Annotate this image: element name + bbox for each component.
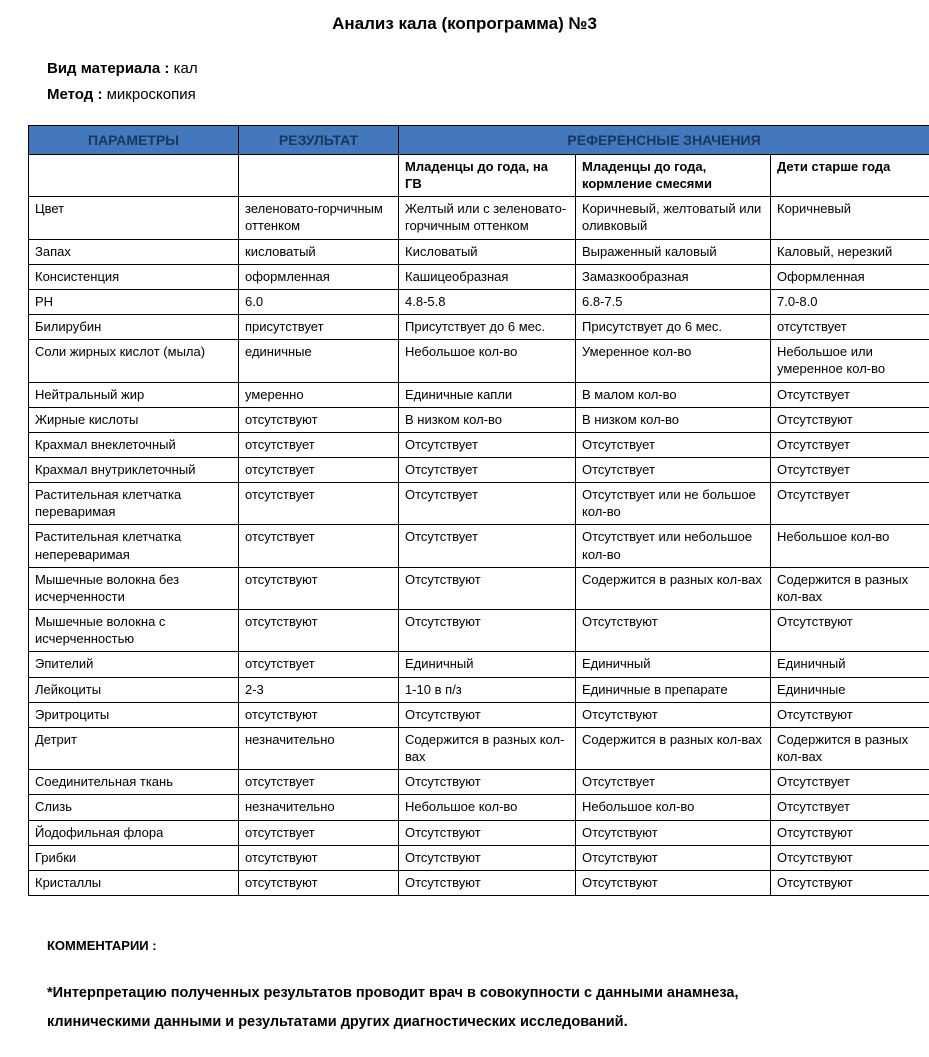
table-row	[29, 340, 929, 382]
result-value: 2-3	[239, 677, 399, 702]
material-label: Вид материала :	[47, 60, 169, 77]
result-value: отсутствуют	[239, 702, 399, 727]
result-value: присутствует	[239, 315, 399, 340]
result-value: отсутствуют	[239, 567, 399, 609]
ref-breastfed-value: Небольшое кол-во	[399, 795, 576, 820]
table-row	[29, 289, 929, 314]
ref-breastfed-value: Отсутствуют	[399, 820, 576, 845]
material-value: кал	[174, 60, 198, 77]
parameter-name: Жирные кислоты	[29, 407, 239, 432]
result-value: 6.0	[239, 289, 399, 314]
ref-formula-value: В низком кол-во	[576, 407, 771, 432]
table-row	[29, 845, 929, 870]
table-row	[29, 382, 929, 407]
result-value: оформленная	[239, 264, 399, 289]
ref-older-value: Единичный	[771, 652, 929, 677]
parameter-name: Билирубин	[29, 315, 239, 340]
ref-breastfed-value: Присутствует до 6 мес.	[399, 315, 576, 340]
parameter-name: Растительная клетчатка непереваримая	[29, 525, 239, 567]
ref-breastfed-value: Отсутствуют	[399, 702, 576, 727]
method-line	[47, 82, 929, 108]
result-value: умеренно	[239, 382, 399, 407]
col-header-parameters: ПАРАМЕТРЫ	[29, 125, 239, 154]
ref-formula-value: Отсутствует	[576, 432, 771, 457]
ref-formula-value: Отсутствует или не большое кол-во	[576, 483, 771, 525]
subheader-older-children: Дети старше года	[771, 154, 929, 196]
table-row	[29, 652, 929, 677]
ref-older-value: Оформленная	[771, 264, 929, 289]
col-header-result: РЕЗУЛЬТАТ	[239, 125, 399, 154]
ref-formula-value: Отсутствует или небольшое кол-во	[576, 525, 771, 567]
table-header-row	[29, 125, 929, 154]
result-value: отсутствует	[239, 432, 399, 457]
table-row	[29, 770, 929, 795]
table-row	[29, 239, 929, 264]
result-value: отсутствует	[239, 820, 399, 845]
comments-label: КОММЕНТАРИИ :	[47, 938, 929, 953]
ref-formula-value: Отсутствуют	[576, 845, 771, 870]
ref-breastfed-value: Отсутствуют	[399, 870, 576, 895]
parameter-name: PH	[29, 289, 239, 314]
ref-formula-value: Умеренное кол-во	[576, 340, 771, 382]
subheader-infants-breastfed: Младенцы до года, на ГВ	[399, 154, 576, 196]
ref-formula-value: Единичный	[576, 652, 771, 677]
ref-older-value: Отсутствует	[771, 795, 929, 820]
parameter-name: Кристаллы	[29, 870, 239, 895]
parameter-name: Нейтральный жир	[29, 382, 239, 407]
result-value: отсутствуют	[239, 870, 399, 895]
table-row	[29, 677, 929, 702]
ref-formula-value: Отсутствуют	[576, 610, 771, 652]
ref-older-value: 7.0-8.0	[771, 289, 929, 314]
ref-breastfed-value: Отсутствуют	[399, 770, 576, 795]
ref-older-value: Отсутствует	[771, 432, 929, 457]
ref-older-value: отсутствует	[771, 315, 929, 340]
parameter-name: Эритроциты	[29, 702, 239, 727]
result-value: кисловатый	[239, 239, 399, 264]
ref-breastfed-value: Отсутствует	[399, 458, 576, 483]
result-value: отсутствует	[239, 525, 399, 567]
parameter-name: Мышечные волокна без исчерченности	[29, 567, 239, 609]
result-value: отсутствует	[239, 458, 399, 483]
results-table	[28, 125, 929, 896]
table-row	[29, 483, 929, 525]
ref-formula-value: Содержится в разных кол-вах	[576, 567, 771, 609]
ref-breastfed-value: Отсутствуют	[399, 567, 576, 609]
ref-older-value: Отсутствует	[771, 483, 929, 525]
col-header-reference: РЕФЕРЕНСНЫЕ ЗНАЧЕНИЯ	[399, 125, 929, 154]
table-row	[29, 407, 929, 432]
ref-older-value: Единичные	[771, 677, 929, 702]
ref-older-value: Отсутствуют	[771, 610, 929, 652]
table-row	[29, 820, 929, 845]
ref-breastfed-value: Содержится в разных кол-вах	[399, 727, 576, 769]
ref-older-value: Отсутствуют	[771, 870, 929, 895]
ref-breastfed-value: В низком кол-во	[399, 407, 576, 432]
table-row	[29, 264, 929, 289]
comments-block	[47, 938, 929, 1057]
ref-older-value: Коричневый	[771, 197, 929, 239]
result-value: отсутствуют	[239, 845, 399, 870]
ref-older-value: Отсутствуют	[771, 702, 929, 727]
table-head	[29, 125, 929, 197]
ref-formula-value: Выраженный каловый	[576, 239, 771, 264]
parameter-name: Крахмал внеклеточный	[29, 432, 239, 457]
parameter-name: Лейкоциты	[29, 677, 239, 702]
parameter-name: Консистенция	[29, 264, 239, 289]
parameter-name: Запах	[29, 239, 239, 264]
table-row	[29, 197, 929, 239]
page-title: Анализ кала (копрограмма) №3	[0, 0, 929, 56]
ref-breastfed-value: Отсутствует	[399, 432, 576, 457]
ref-older-value: Отсутствуют	[771, 845, 929, 870]
result-value: зеленовато-горчичным оттенком	[239, 197, 399, 239]
ref-breastfed-value: Желтый или с зеленовато-горчичным оттенком	[399, 197, 576, 239]
parameter-name: Крахмал внутриклеточный	[29, 458, 239, 483]
result-value: незначительно	[239, 795, 399, 820]
ref-formula-value: 6.8-7.5	[576, 289, 771, 314]
table-row	[29, 315, 929, 340]
ref-breastfed-value: Кисловатый	[399, 239, 576, 264]
parameter-name: Йодофильная флора	[29, 820, 239, 845]
ref-formula-value: В малом кол-во	[576, 382, 771, 407]
table-row	[29, 702, 929, 727]
ref-formula-value: Отсутствует	[576, 458, 771, 483]
subheader-empty-result	[239, 154, 399, 196]
table-subheader-row	[29, 154, 929, 196]
ref-older-value: Отсутствуют	[771, 820, 929, 845]
parameter-name: Соединительная ткань	[29, 770, 239, 795]
result-value: отсутствует	[239, 652, 399, 677]
parameter-name: Детрит	[29, 727, 239, 769]
table-row	[29, 567, 929, 609]
table-row	[29, 870, 929, 895]
ref-formula-value: Отсутствуют	[576, 702, 771, 727]
comments-line-1: *Интерпретацию полученных результатов проводит врач в совокупности с данными анамнеза,	[47, 979, 929, 1008]
ref-breastfed-value: Отсутствует	[399, 483, 576, 525]
subheader-infants-formula: Младенцы до года, кормление смесями	[576, 154, 771, 196]
meta-block	[47, 56, 929, 109]
parameter-name: Цвет	[29, 197, 239, 239]
parameter-name: Соли жирных кислот (мыла)	[29, 340, 239, 382]
method-label: Метод :	[47, 86, 102, 103]
parameter-name: Эпителий	[29, 652, 239, 677]
ref-formula-value: Отсутствуют	[576, 870, 771, 895]
table-row	[29, 727, 929, 769]
parameter-name: Растительная клетчатка переваримая	[29, 483, 239, 525]
ref-formula-value: Отсутствует	[576, 770, 771, 795]
ref-breastfed-value: 4.8-5.8	[399, 289, 576, 314]
table-row	[29, 795, 929, 820]
ref-older-value: Отсутствует	[771, 382, 929, 407]
ref-formula-value: Единичные в препарате	[576, 677, 771, 702]
ref-older-value: Отсутствует	[771, 770, 929, 795]
material-line	[47, 56, 929, 82]
ref-formula-value: Замазкообразная	[576, 264, 771, 289]
subheader-empty-parameters	[29, 154, 239, 196]
ref-formula-value: Небольшое кол-во	[576, 795, 771, 820]
ref-older-value: Небольшое или умеренное кол-во	[771, 340, 929, 382]
ref-formula-value: Присутствует до 6 мес.	[576, 315, 771, 340]
result-value: отсутствуют	[239, 610, 399, 652]
ref-older-value: Небольшое кол-во	[771, 525, 929, 567]
ref-breastfed-value: Отсутствует	[399, 525, 576, 567]
ref-older-value: Отсутствуют	[771, 407, 929, 432]
parameter-name: Слизь	[29, 795, 239, 820]
table-row	[29, 525, 929, 567]
ref-breastfed-value: Кашицеобразная	[399, 264, 576, 289]
ref-formula-value: Отсутствуют	[576, 820, 771, 845]
table-body	[29, 197, 929, 896]
ref-breastfed-value: Небольшое кол-во	[399, 340, 576, 382]
ref-formula-value: Содержится в разных кол-вах	[576, 727, 771, 769]
ref-older-value: Содержится в разных кол-вах	[771, 727, 929, 769]
ref-older-value: Отсутствует	[771, 458, 929, 483]
ref-older-value: Каловый, нерезкий	[771, 239, 929, 264]
table-row	[29, 610, 929, 652]
result-value: незначительно	[239, 727, 399, 769]
ref-breastfed-value: Единичные капли	[399, 382, 576, 407]
parameter-name: Грибки	[29, 845, 239, 870]
ref-breastfed-value: Единичный	[399, 652, 576, 677]
result-value: отсутствуют	[239, 407, 399, 432]
table-row	[29, 458, 929, 483]
table-row	[29, 432, 929, 457]
comments-line-2: клиническими данными и результатами других диагностических исследований.	[47, 1008, 929, 1037]
ref-older-value: Содержится в разных кол-вах	[771, 567, 929, 609]
ref-formula-value: Коричневый, желтоватый или оливковый	[576, 197, 771, 239]
result-value: отсутствует	[239, 770, 399, 795]
ref-breastfed-value: Отсутствуют	[399, 845, 576, 870]
ref-breastfed-value: 1-10 в п/з	[399, 677, 576, 702]
parameter-name: Мышечные волокна с исчерченностью	[29, 610, 239, 652]
ref-breastfed-value: Отсутствуют	[399, 610, 576, 652]
result-value: отсутствует	[239, 483, 399, 525]
result-value: единичные	[239, 340, 399, 382]
method-value: микроскопия	[107, 86, 196, 103]
